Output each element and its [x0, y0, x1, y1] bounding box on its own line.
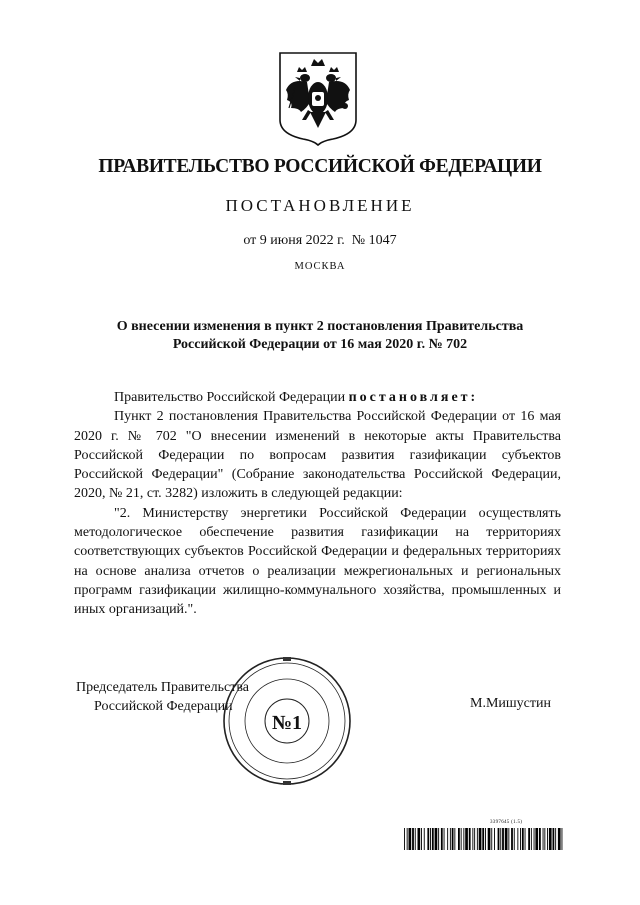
- signatory-name: М.Мишустин: [470, 696, 551, 711]
- svg-text:№1: №1: [271, 712, 303, 734]
- intro-text: Правительство Российской Федерации: [114, 390, 349, 405]
- intro-paragraph: [74, 388, 561, 407]
- paragraph-1: Пункт 2 постановления Правительства Российской Федерации от 16 мая 2020 г. № 702 "О внесении изменений в некоторые акты Правительства Российской Федерации по вопросам развития газификации субъектов Российской Федерации" (Собрание законодательства Российской Федерации, 2020, № 21, ст. 3282) изложить в следующей редакции:: [74, 409, 561, 502]
- coat-of-arms-emblem: [277, 50, 359, 146]
- document-date-number: от 9 июня 2022 г. № 1047: [243, 233, 397, 248]
- barcode-image: [404, 828, 564, 850]
- government-name: ПРАВИТЕЛЬСТВО РОССИЙСКОЙ ФЕДЕРАЦИИ: [98, 156, 542, 177]
- document-title-line1: О внесении изменения в пункт 2 постановления Правительства: [116, 319, 524, 334]
- signature-position-line1: Председатель Правительства: [76, 680, 249, 695]
- paragraph-2: "2. Министерству энергетики Российской Федерации осуществлять методологическое обеспечение развития газификации на территориях соответствующих субъектов Российской Федерации и федеральных территориях на основе анализа отчетов о реализации межрегиональных и региональных программ газификации жилищно-коммунального хозяйства, промышленных и иных организаций.".: [74, 505, 561, 618]
- document-title-line2: Российской Федерации от 16 мая 2020 г. № 702: [172, 337, 468, 352]
- document-city: МОСКВА: [294, 261, 346, 272]
- intro-verb: постановляет:: [348, 390, 479, 405]
- document-title: [60, 318, 580, 354]
- signature-position-line2: Российской Федерации: [94, 699, 233, 714]
- official-seal-stamp: [221, 655, 353, 787]
- barcode-number: 3397645 (1.5): [490, 820, 523, 825]
- document-type: ПОСТАНОВЛЕНИЕ: [225, 196, 415, 215]
- document-body: [74, 388, 561, 620]
